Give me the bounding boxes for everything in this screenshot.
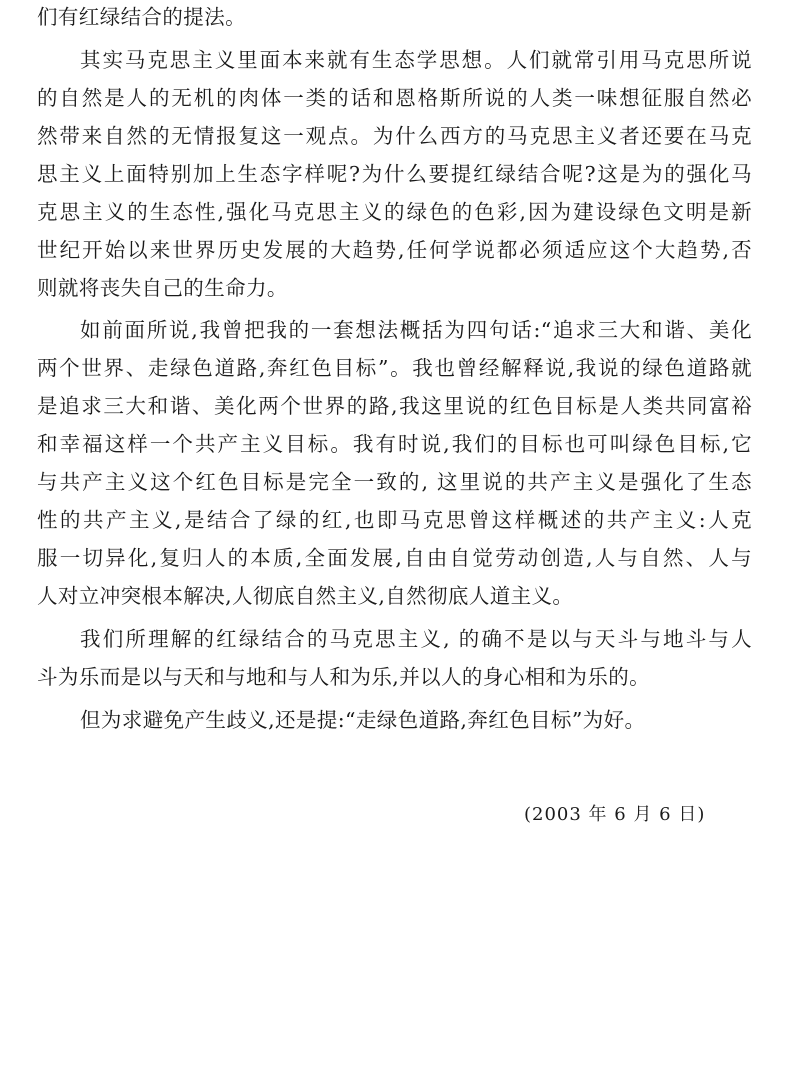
text-line: 思主义上面特别加上生态字样呢?为什么要提红绿结合呢?这是为的强化马 xyxy=(37,162,752,186)
text-line: 和幸福这样一个共产主义目标。我有时说,我们的目标也可叫绿色目标,它 xyxy=(37,432,752,456)
paragraph-first-line: 但为求避免产生歧义,还是提:“走绿色道路,奔红色目标”为好。 xyxy=(80,708,646,732)
text-line: 们有红绿结合的提法。 xyxy=(37,5,246,29)
text-line: 斗为乐而是以与天和与地和与人和为乐,并以人的身心相和为乐的。 xyxy=(37,665,651,689)
paragraph-first-line: 我们所理解的红绿结合的马克思主义, 的确不是以与天斗与地斗与人 xyxy=(80,627,752,651)
date-signature: (2003 年 6 月 6 日) xyxy=(524,804,706,825)
text-line: 世纪开始以来世界历史发展的大趋势,任何学说都必须适应这个大趋势,否 xyxy=(37,238,752,262)
paragraph-first-line: 其实马克思主义里面本来就有生态学思想。人们就常引用马克思所说 xyxy=(80,48,752,72)
text-line: 则就将丧失自己的生命力。 xyxy=(37,276,288,300)
text-line: 人对立冲突根本解决,人彻底自然主义,自然彻底人道主义。 xyxy=(37,584,574,608)
text-line: 然带来自然的无情报复这一观点。为什么西方的马克思主义者还要在马克 xyxy=(37,124,752,148)
text-line: 服一切异化,复归人的本质,全面发展,自由自觉劳动创造,人与自然、人与 xyxy=(37,546,752,570)
text-line: 与共产主义这个红色目标是完全一致的, 这里说的共产主义是强化了生态 xyxy=(37,470,752,494)
text-line: 两个世界、走绿色道路,奔红色目标”。我也曾经解释说,我说的绿色道路就 xyxy=(37,356,752,380)
text-line: 的自然是人的无机的肉体一类的话和恩格斯所说的人类一味想征服自然必 xyxy=(37,86,752,110)
text-line: 是追求三大和谐、美化两个世界的路,我这里说的红色目标是人类共同富裕 xyxy=(37,394,752,418)
text-line: 性的共产主义,是结合了绿的红,也即马克思曾这样概述的共产主义:人克 xyxy=(37,508,752,532)
text-line: 克思主义的生态性,强化马克思主义的绿色的色彩,因为建设绿色文明是新 xyxy=(37,200,752,224)
paragraph-first-line: 如前面所说,我曾把我的一套想法概括为四句话:“追求三大和谐、美化 xyxy=(80,318,752,342)
